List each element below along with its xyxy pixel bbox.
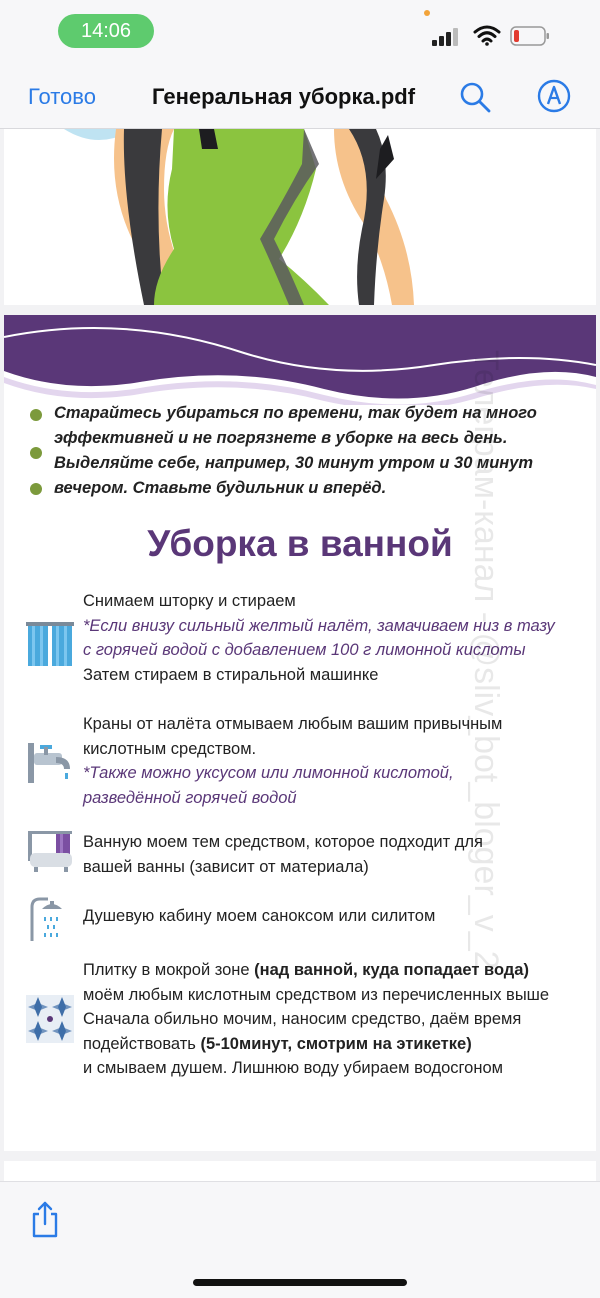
- text-line: и смываем душем. Лишнюю воду убираем водосгоном: [83, 1059, 503, 1077]
- text-fragment: Плитку в мокрой зоне: [83, 961, 255, 979]
- text-line: Ванную моем тем средством, которое подходит для: [83, 833, 483, 851]
- bullet-dot: [30, 447, 42, 459]
- text-line: Снимаем шторку и стираем: [83, 592, 296, 610]
- navigation-bar: [0, 62, 600, 129]
- text-fragment-bold: (над ванной, куда попадает вода): [254, 961, 529, 979]
- text-line: Затем стираем в стиральной машинке: [83, 665, 379, 684]
- section-title: Уборка в ванной: [147, 523, 453, 564]
- shower-head-icon: [26, 895, 74, 943]
- battery-icon: [510, 26, 550, 46]
- status-bar: [0, 0, 600, 62]
- tip-line: Старайтесь убираться по времени, так будет на много: [54, 404, 537, 422]
- bullet-dot: [30, 483, 42, 495]
- text-line: Душевую кабину моем саноксом или силитом: [83, 907, 436, 925]
- tip-line: вечером. Ставьте будильник и вперёд.: [54, 479, 387, 497]
- text-line: вашей ванны (зависит от материала): [83, 857, 369, 876]
- markup-pen-icon[interactable]: [536, 78, 572, 114]
- home-indicator[interactable]: [193, 1279, 407, 1286]
- tip-line: Выделяйте себе, например, 30 минут утром и 30 минут: [54, 454, 534, 472]
- faucet-icon: [26, 737, 74, 785]
- text-line: кислотным средством.: [83, 739, 257, 758]
- accent-note: разведённой горячей водой: [83, 788, 297, 807]
- status-time: 14:06: [58, 14, 154, 48]
- search-icon[interactable]: [458, 80, 492, 114]
- mic-indicator-icon: [424, 10, 430, 16]
- done-button[interactable]: Готово: [28, 84, 96, 109]
- cellular-signal-icon: [432, 28, 462, 46]
- text-fragment-bold: (5-10минут, смотрим на этикетке): [200, 1034, 472, 1053]
- telegram-watermark: [455, 350, 515, 1110]
- shower-curtain-icon: [26, 620, 74, 668]
- text-line: Сначала обильно мочим, наносим средство, даём время: [83, 1010, 522, 1028]
- bathtub-icon: [26, 827, 74, 875]
- tip-line: эффективней и не погрязнете в уборке на весь день.: [54, 429, 508, 447]
- wifi-icon: [473, 24, 501, 46]
- tiles-icon: [26, 995, 74, 1043]
- text-line: Краны от налёта отмываем любым вашим привычным: [83, 715, 503, 733]
- share-icon[interactable]: [30, 1200, 60, 1238]
- accent-note: с горячей водой с добавлением 100 г лимонной кислоты: [83, 641, 526, 659]
- watermark-text: Телеграм-канал - @sliv_bot_bloger_v_2: [467, 350, 505, 970]
- document-title: Генеральная уборка.pdf: [152, 84, 416, 109]
- bottom-toolbar: [0, 1181, 600, 1298]
- text-line: моём любым кислотным средством из перечисленных выше: [83, 985, 550, 1004]
- accent-note: *Если внизу сильный желтый налёт, замачиваем низ в тазу: [83, 616, 555, 635]
- pdf-page-1: [4, 129, 596, 305]
- bullet-dot: [30, 409, 42, 421]
- accent-note: *Также можно уксусом или лимонной кислотой,: [83, 764, 454, 782]
- text-fragment: подействовать: [83, 1034, 201, 1053]
- cleaning-woman-illustration: [4, 129, 596, 305]
